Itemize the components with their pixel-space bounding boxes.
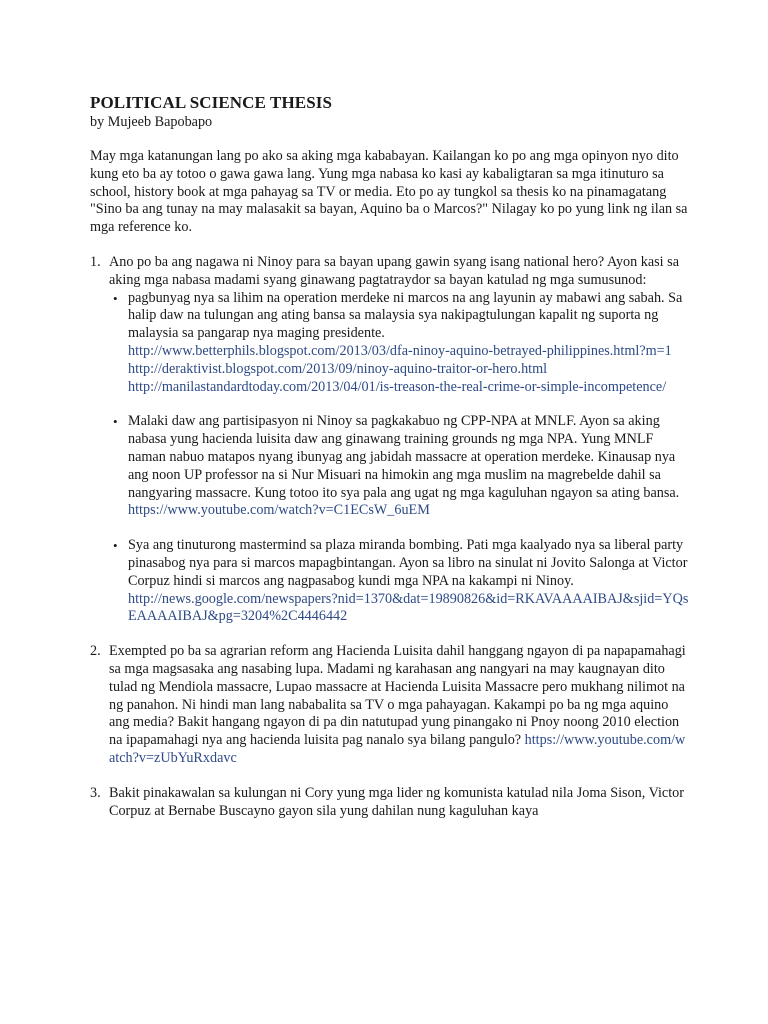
bullet-icon: • bbox=[113, 290, 118, 306]
questions-list bbox=[90, 254, 690, 820]
reference-link[interactable]: http://deraktivist.blogspot.com/2013/09/ninoy-aquino-traitor-or-hero.html bbox=[128, 360, 548, 377]
question-number: 2. bbox=[90, 643, 101, 660]
question-item-1 bbox=[90, 254, 690, 626]
document-title: POLITICAL SCIENCE THESIS bbox=[90, 93, 333, 112]
point-text: Malaki daw ang partisipasyon ni Ninoy sa pagkakabuo ng CPP-NPA at MNLF. Ayon sa aking nabasa yung hacienda luisita daw ang ginawang training grounds ng mga NPA. Yung MNLF naman nabuo matapos nyang ibunyag ang jabidah massacre at operation merdeke. Kinausap nya ang noon UP professor na si Nur Misuari na himokin ang mga muslim na magrebelde dahil sa nangyaring massacre. Kung totoo ito sya pala ang ugat ng mga kaguluhan ngayon sa ating bansa. bbox=[128, 413, 680, 501]
reference-link[interactable]: http://manilastandardtoday.com/2013/04/01/is-treason-the-real-crime-or-simple-incompetence/ bbox=[128, 378, 667, 395]
point-text: Sya ang tinuturong mastermind sa plaza miranda bombing. Pati mga kaalyado nya sa liberal party pinasabog nya para si marcos mapagbintangan. Ayon sa libro na sinulat ni Jovito Salonga at Victor Corpuz hindi si marcos ang nagpasabog kundi mga NPA na kakampi ni Ninoy. bbox=[128, 537, 688, 589]
point-text: pagbunyag nya sa lihim na operation merdeke ni marcos na ang layunin ay mabawi ang sabah. Sa halip daw na tulungan ang ating bansa sa malaysia sya nakipagtulungan kapalit ng suporta ng malaysia sa pangarap nya maging presidente. bbox=[128, 289, 683, 342]
question-item-2 bbox=[90, 643, 690, 768]
bullet-icon: • bbox=[113, 414, 118, 430]
point-item-1 bbox=[109, 290, 690, 397]
question-text: Ano po ba ang nagawa ni Ninoy para sa bayan upang gawin syang isang national hero? Ayon kasi sa aking mga nabasa madami syang ginawang pagtatraydor sa bayan katulad ng mga sumusunod: bbox=[109, 253, 679, 288]
document-author: by Mujeeb Bapobapo bbox=[90, 114, 213, 130]
intro-paragraph: May mga katanungan lang po ako sa aking mga kababayan. Kailangan ko po ang mga opinyon nyo dito kung eto ba ay totoo o gawa gawa lang. Yung mga nabasa ko kasi ay kabaligtaran sa mga itinuturo sa school, history book at mga pahayag sa TV or media. Eto po ay tungkol sa thesis ko na pinamagatang "Sino ba ang tunay na may malasakit sa bayan, Aquino ba o Marcos?" Nilagay ko po yung link ng ilan sa mga reference ko. bbox=[90, 148, 688, 236]
point-item-3 bbox=[109, 537, 690, 626]
reference-link[interactable]: http://news.google.com/newspapers?nid=1370&dat=19890826&id=RKAVAAAAIBAJ&sjid=YQsEAAAAIBAJ&pg=3204%2C4446442 bbox=[128, 590, 689, 625]
question-text: Exempted po ba sa agrarian reform ang Hacienda Luisita dahil hanggang ngayon di pa napapamahagi sa mga magsasaka ang nasabing lupa. Madami ng karahasan ang nangyari na may kaugnayan dito tulad ng Mendiola massacre, Lupao massacre at Hacienda Luisita Massacre pero mukhang nilimot na ng panahon. Ni hindi man lang nababalita sa TV o mga pahayagan. Kakampi po ba ng mga aquino ang media? Bakit hangang ngayon di pa din natutupad yung pinangako ni Pnoy noong 2010 election na ipapamahagi nya ang hacienda luisita pag nanalo sya bilang pangulo? bbox=[109, 643, 686, 749]
points-list bbox=[109, 290, 690, 627]
point-item-2 bbox=[109, 413, 690, 520]
question-text-block bbox=[109, 643, 690, 768]
question-text: Bakit pinakawalan sa kulungan ni Cory yung mga lider ng komunista katulad nila Joma Sison, Victor Corpuz at Bernabe Buscayno gayon sila yung dahilan nung kaguluhan kaya bbox=[109, 784, 684, 819]
reference-link[interactable]: https://www.youtube.com/watch?v=zUbYuRxdavc bbox=[109, 732, 686, 766]
question-number: 3. bbox=[90, 784, 101, 801]
reference-link[interactable]: https://www.youtube.com/watch?v=C1ECsW_6uEM bbox=[128, 502, 430, 519]
question-item-3 bbox=[90, 785, 690, 821]
bullet-icon: • bbox=[113, 538, 118, 554]
question-number: 1. bbox=[90, 253, 101, 270]
reference-link[interactable]: http://www.betterphils.blogspot.com/2013/03/dfa-ninoy-aquino-betrayed-philippines.html?m=1 bbox=[128, 342, 672, 359]
document-page bbox=[90, 93, 690, 837]
